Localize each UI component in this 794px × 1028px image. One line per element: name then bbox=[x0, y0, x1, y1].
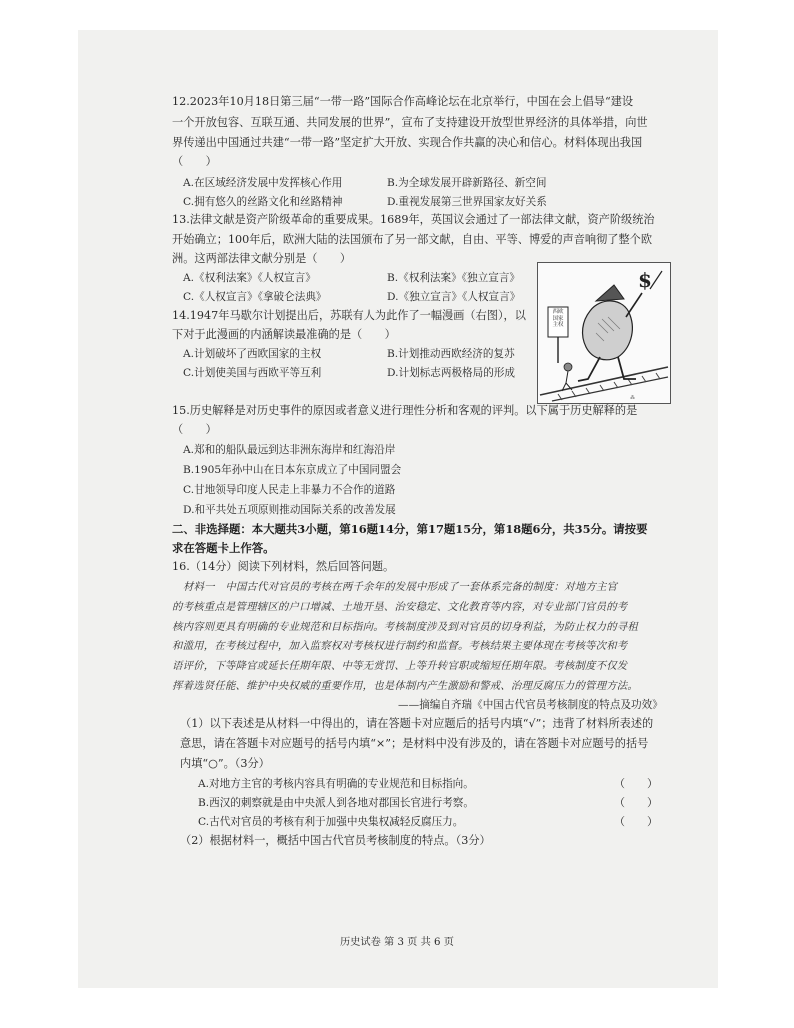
q13-line-3: 洲。这两部法律文献分别是（ ） bbox=[172, 252, 352, 265]
q14-option-c[interactable]: C.计划使美国与西欧平等互利 bbox=[183, 367, 322, 379]
section-two-heading-line-1: 二、非选择题：本大题共3小题，第16题14分，第17题15分，第18题6分，共35分。请按要 bbox=[172, 522, 648, 536]
q12-line-2: 一个开放包容、互联互通、共同发展的世界”，宣布了支持建设开放型世界经济的具体举措，向世 bbox=[172, 116, 648, 129]
q16-material-line-5: 语评价，下等降官或延长任期年限、中等无赏罚、上等升转官职或缩短任期年限。考核制度不仅发 bbox=[172, 660, 628, 672]
q14-line-2: 下对于此漫画的内涵解读最准确的是（ ） bbox=[172, 328, 396, 341]
q15-line-1: 15.历史解释是对历史事件的原因或者意义进行理性分析和客观的评判。以下属于历史解释的是 bbox=[172, 404, 638, 417]
q13-option-c[interactable]: C.《人权宣言》《拿破仑法典》 bbox=[183, 291, 327, 303]
q12-option-d[interactable]: D.重视发展第三世界国家友好关系 bbox=[387, 196, 547, 208]
marshall-plan-cartoon bbox=[537, 262, 671, 404]
q13-line-2: 开始确立；100年后，欧洲大陆的法国颁布了另一部文献，自由、平等、博爱的声音响彻了整个欧 bbox=[172, 233, 653, 246]
q16-source-citation: ——摘编自齐瑞《中国古代官员考核制度的特点及功效》 bbox=[398, 699, 663, 711]
q13-option-b[interactable]: B.《权利法案》《独立宣言》 bbox=[387, 272, 520, 284]
q15-option-b[interactable]: B.1905年孙中山在日本东京成立了中国同盟会 bbox=[183, 464, 402, 476]
q16-material-line-4: 和滥用，在考核过程中，加入监察权对考核权进行制约和监督。考核结果主要体现在考核等次和考 bbox=[172, 640, 628, 652]
q13-option-a[interactable]: A.《权利法案》《人权宣言》 bbox=[183, 272, 316, 284]
cartoon-drawing bbox=[538, 263, 670, 403]
q13-line-1: 13.法律文献是资产阶级革命的重要成果。1689年，英国议会通过了一部法律文献，资产阶级统治 bbox=[172, 213, 655, 226]
q12-option-c[interactable]: C.拥有悠久的丝路文化和丝路精神 bbox=[183, 196, 343, 208]
section-two-heading-line-2: 求在答题卡上作答。 bbox=[172, 541, 275, 555]
q16-intro: 16.（14分）阅读下列材料，然后回答问题。 bbox=[172, 560, 395, 573]
q15-option-d[interactable]: D.和平共处五项原则推动国际关系的改善发展 bbox=[183, 504, 396, 516]
q14-option-d[interactable]: D.计划标志两极格局的形成 bbox=[387, 367, 516, 379]
q12-option-a[interactable]: A.在区域经济发展中发挥核心作用 bbox=[183, 177, 343, 189]
q16-part2: （2）根据材料一，概括中国古代官员考核制度的特点。（3分） bbox=[180, 834, 491, 847]
q15-option-c[interactable]: C.甘地领导印度人民走上非暴力不合作的道路 bbox=[183, 484, 396, 496]
svg-text:$: $ bbox=[638, 268, 652, 292]
page-footer: 历史试卷 第 3 页 共 6 页 bbox=[340, 937, 454, 948]
q16-material-line-1: 材料一 中国古代对官员的考核在两千余年的发展中形成了一套体系完备的制度：对地方主官 bbox=[183, 581, 618, 593]
q16-statement-a-answer-blank[interactable]: （ ） bbox=[614, 777, 658, 790]
q16-part1-line-3: 内填“○”。（3分） bbox=[180, 757, 270, 770]
q16-statement-b: B.西汉的刺察就是由中央派人到各地对郡国长官进行考察。 bbox=[198, 797, 474, 809]
q16-material-line-3: 核内容则更具有明确的专业规范和目标指向。考核制度涉及到对官员的切身利益，为防止权力的寻租 bbox=[172, 621, 638, 633]
q16-material-line-6: 挥着选贤任能、维护中央权威的重要作用，也是体制内产生激励和警戒、治理反腐压力的管理方法。 bbox=[172, 680, 638, 692]
cartoon-sign-label: 西欧国家主权 bbox=[552, 309, 564, 328]
q16-statement-b-answer-blank[interactable]: （ ） bbox=[614, 796, 658, 809]
q12-line-3: 界传递出中国通过共建“一带一路”坚定扩大开放、实现合作共赢的决心和信心。材料体现出我国 bbox=[172, 136, 643, 149]
q16-statement-c: C.古代对官员的考核有利于加强中央集权减轻反腐压力。 bbox=[198, 816, 464, 828]
q15-line-2: （ ） bbox=[172, 423, 217, 436]
q13-option-d[interactable]: D.《独立宣言》《人权宣言》 bbox=[387, 291, 521, 303]
q16-part1-line-2: 意思，请在答题卡对应题号的括号内填“×”；是材料中没有涉及的，请在答题卡对应题号的括号 bbox=[180, 737, 649, 750]
svg-text:⁂: ⁂ bbox=[630, 395, 635, 401]
q16-statement-a: A.对地方主官的考核内容具有明确的专业规范和目标指向。 bbox=[198, 778, 474, 790]
q16-statement-c-answer-blank[interactable]: （ ） bbox=[614, 815, 658, 828]
q14-option-a[interactable]: A.计划破坏了西欧国家的主权 bbox=[183, 348, 322, 360]
q12-line-1: 12.2023年10月18日第三届“一带一路”国际合作高峰论坛在北京举行，中国在会上倡导“建设 bbox=[172, 95, 634, 108]
q15-option-a[interactable]: A.郑和的船队最远到达非洲东海岸和红海沿岸 bbox=[183, 444, 396, 456]
q16-material-line-2: 的考核重点是管理辖区的户口增减、土地开垦、治安稳定、文化教育等内容，对专业部门官员的考 bbox=[172, 601, 628, 613]
q12-option-b[interactable]: B.为全球发展开辟新路径、新空间 bbox=[387, 177, 547, 189]
q14-line-1: 14.1947年马歇尔计划提出后，苏联有人为此作了一幅漫画（右图），以 bbox=[172, 309, 526, 322]
q12-answer-bracket: （ ） bbox=[172, 155, 217, 168]
q14-option-b[interactable]: B.计划推动西欧经济的复苏 bbox=[387, 348, 515, 360]
q16-part1-line-1: （1）以下表述是从材料一中得出的，请在答题卡对应题后的括号内填“√”；违背了材料所表述的 bbox=[180, 717, 654, 730]
